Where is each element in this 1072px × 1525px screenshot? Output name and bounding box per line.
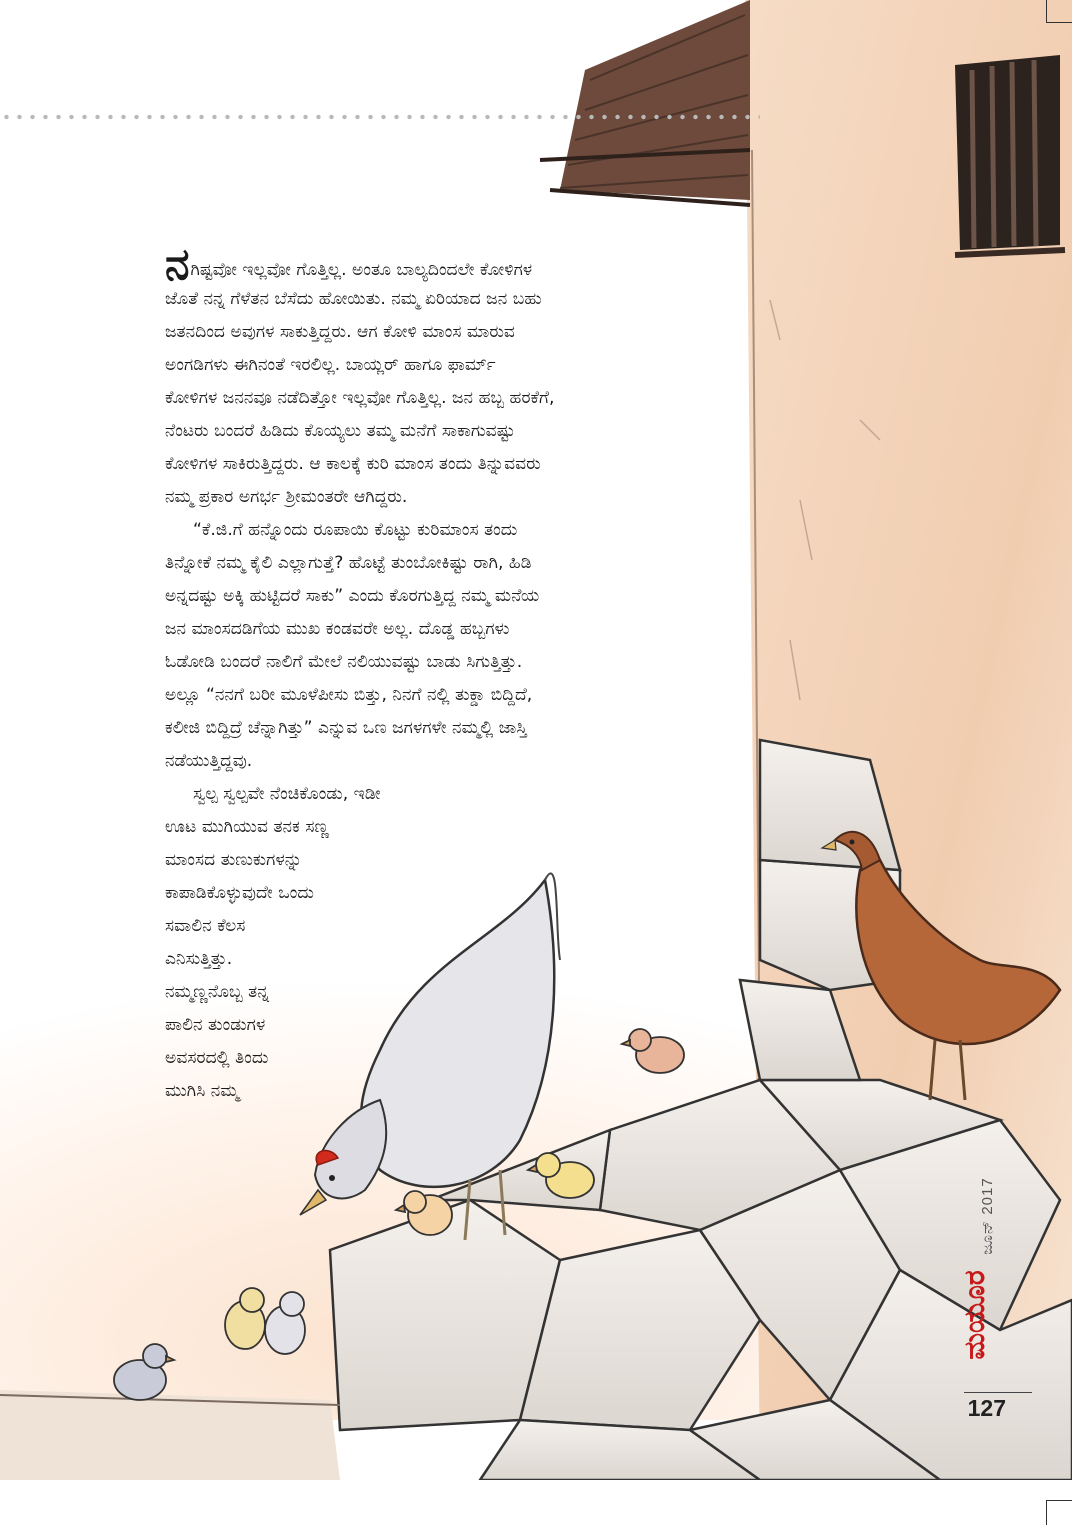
text-line: ಕೋಳಿಗಳ ಸಾಕಿರುತ್ತಿದ್ದರು. ಆ ಕಾಲಕ್ಕೆ ಕುರಿ ಮಾಂಸ ತಂದು ತಿನ್ನುವವರು xyxy=(165,454,541,474)
page-number: 127 xyxy=(967,1395,1006,1421)
text-line: ಮುಗಿಸಿ ನಮ್ಮ xyxy=(165,1081,240,1101)
article-body xyxy=(165,239,745,1108)
folio-rule xyxy=(964,1392,1032,1393)
magazine-logo: ಮಯೂರ xyxy=(958,1270,991,1360)
text-line: ನಡೆಯುತ್ತಿದ್ದವು. xyxy=(165,751,253,771)
text-line: ಸ್ವಲ್ಪ ಸ್ವಲ್ಪವೇ ನೆಂಚಿಕೊಂಡು, ಇಡೀ xyxy=(193,784,381,804)
text-line: ಅಂಗಡಿಗಳು ಈಗಿನಂತೆ ಇರಲಿಲ್ಲ. ಬಾಯ್ಲರ್ ಹಾಗೂ ಫಾರ್ಮ್ xyxy=(165,355,496,375)
text-line: ಊಟ ಮುಗಿಯುವ ತನಕ ಸಣ್ಣ xyxy=(165,817,330,837)
text-line: ಸವಾಲಿನ ಕೆಲಸ xyxy=(165,916,246,936)
text-line: ನಗಿಷ್ಟವೋ ಇಲ್ಲವೋ ಗೊತ್ತಿಲ್ಲ. ಅಂತೂ ಬಾಲ್ಯದಿಂದಲೇ ಕೋಳಿಗಳ xyxy=(165,239,533,290)
text-line: ನೆಂಟರು ಬಂದರೆ ಹಿಡಿದು ಕೊಯ್ಯಲು ತಮ್ಮ ಮನೆಗೆ ಸಾಕಾಗುವಷ್ಟು xyxy=(165,421,516,441)
text-line: ಜನ ಮಾಂಸದಡಿಗೆಯ ಮುಖ ಕಂಡವರೇ ಅಲ್ಲ. ದೊಡ್ಡ ಹಬ್ಬಗಳು xyxy=(165,619,510,639)
text-line: ತಿನ್ನೋಕೆ ನಮ್ಮ ಕೈಲಿ ಎಲ್ಲಾಗುತ್ತೆ? ಹೊಟ್ಟೆ ತುಂಬೋಕಿಷ್ಟು ರಾಗಿ, ಹಿಡಿ xyxy=(165,553,532,573)
text-line: “ಕೆ.ಜಿ.ಗೆ ಹನ್ನೊಂದು ರೂಪಾಯಿ ಕೊಟ್ಟು ಕುರಿಮಾಂಸ ತಂದು xyxy=(193,520,518,540)
text-line: ನಮ್ಮ ಪ್ರಕಾರ ಅಗರ್ಭ ಶ್ರೀಮಂತರೇ ಆಗಿದ್ದರು. xyxy=(165,487,408,507)
text-line: ಕೋಳಿಗಳ ಜನನವೂ ನಡೆದಿತ್ತೋ ಇಲ್ಲವೋ ಗೊತ್ತಿಲ್ಲ. ಜನ ಹಬ್ಬ ಹರಕೆಗೆ, xyxy=(165,388,555,408)
text-line: ಕಲೀಜಿ ಬಿದ್ದಿದ್ರೆ ಚೆನ್ನಾಗಿತ್ತು” ಎನ್ನುವ ಒಣ ಜಗಳಗಳೇ ನಮ್ಮಲ್ಲಿ ಜಾಸ್ತಿ xyxy=(165,718,527,738)
text-line: ಎನಿಸುತ್ತಿತ್ತು. xyxy=(165,949,233,969)
text-line: ಅನ್ನದಷ್ಟು ಅಕ್ಕಿ ಹುಟ್ಟಿದರೆ ಸಾಕು” ಎಂದು ಕೊರಗುತ್ತಿದ್ದ ನಮ್ಮ ಮನೆಯ xyxy=(165,586,540,606)
roof xyxy=(560,0,750,200)
crop-mark xyxy=(1046,1500,1047,1525)
dotted-rule xyxy=(0,114,760,120)
text-line: ಓಡೋಡಿ ಬಂದರೆ ನಾಲಿಗೆ ಮೇಲೆ ನಲಿಯುವಷ್ಟು ಬಾಡು ಸಿಗುತ್ತಿತ್ತು. xyxy=(165,652,523,672)
text-line: ಅಲ್ಲೂ “ನನಗೆ ಬರೀ ಮೂಳೆಪೀಸು ಬಿತ್ತು, ನಿನಗೆ ನಲ್ಲಿ ತುಕ್ಡಾ ಬಿದ್ದಿದೆ, xyxy=(165,685,533,705)
text-line: ಮಾಂಸದ ತುಣುಕುಗಳನ್ನು xyxy=(165,850,303,870)
text-line: ಅವಸರದಲ್ಲಿ ತಿಂದು xyxy=(165,1048,269,1068)
window xyxy=(955,55,1065,255)
crop-mark xyxy=(1046,0,1047,22)
issue-date: ಜೂನ್ 2017 xyxy=(979,1177,996,1255)
crop-mark xyxy=(1046,1500,1072,1501)
text-line: ಪಾಲಿನ ತುಂಡುಗಳ xyxy=(165,1015,266,1035)
text-line: ನಮ್ಮಣ್ಣನೊಬ್ಬ ತನ್ನ xyxy=(165,982,270,1002)
crop-mark xyxy=(1046,22,1072,23)
text-line: ಜತನದಿಂದ ಅವುಗಳ ಸಾಕುತ್ತಿದ್ದರು. ಆಗ ಕೋಳಿ ಮಾಂಸ ಮಾರುವ xyxy=(165,322,515,342)
text-line: ಕಾಪಾಡಿಕೊಳ್ಳುವುದೇ ಒಂದು xyxy=(165,883,314,903)
drop-cap: ನ xyxy=(165,239,190,290)
text-line: ಜೊತೆ ನನ್ನ ಗೆಳೆತನ ಬೆಸೆದು ಹೋಯಿತು. ನಮ್ಮ ಏರಿಯಾದ ಜನ ಬಹು xyxy=(165,289,542,309)
